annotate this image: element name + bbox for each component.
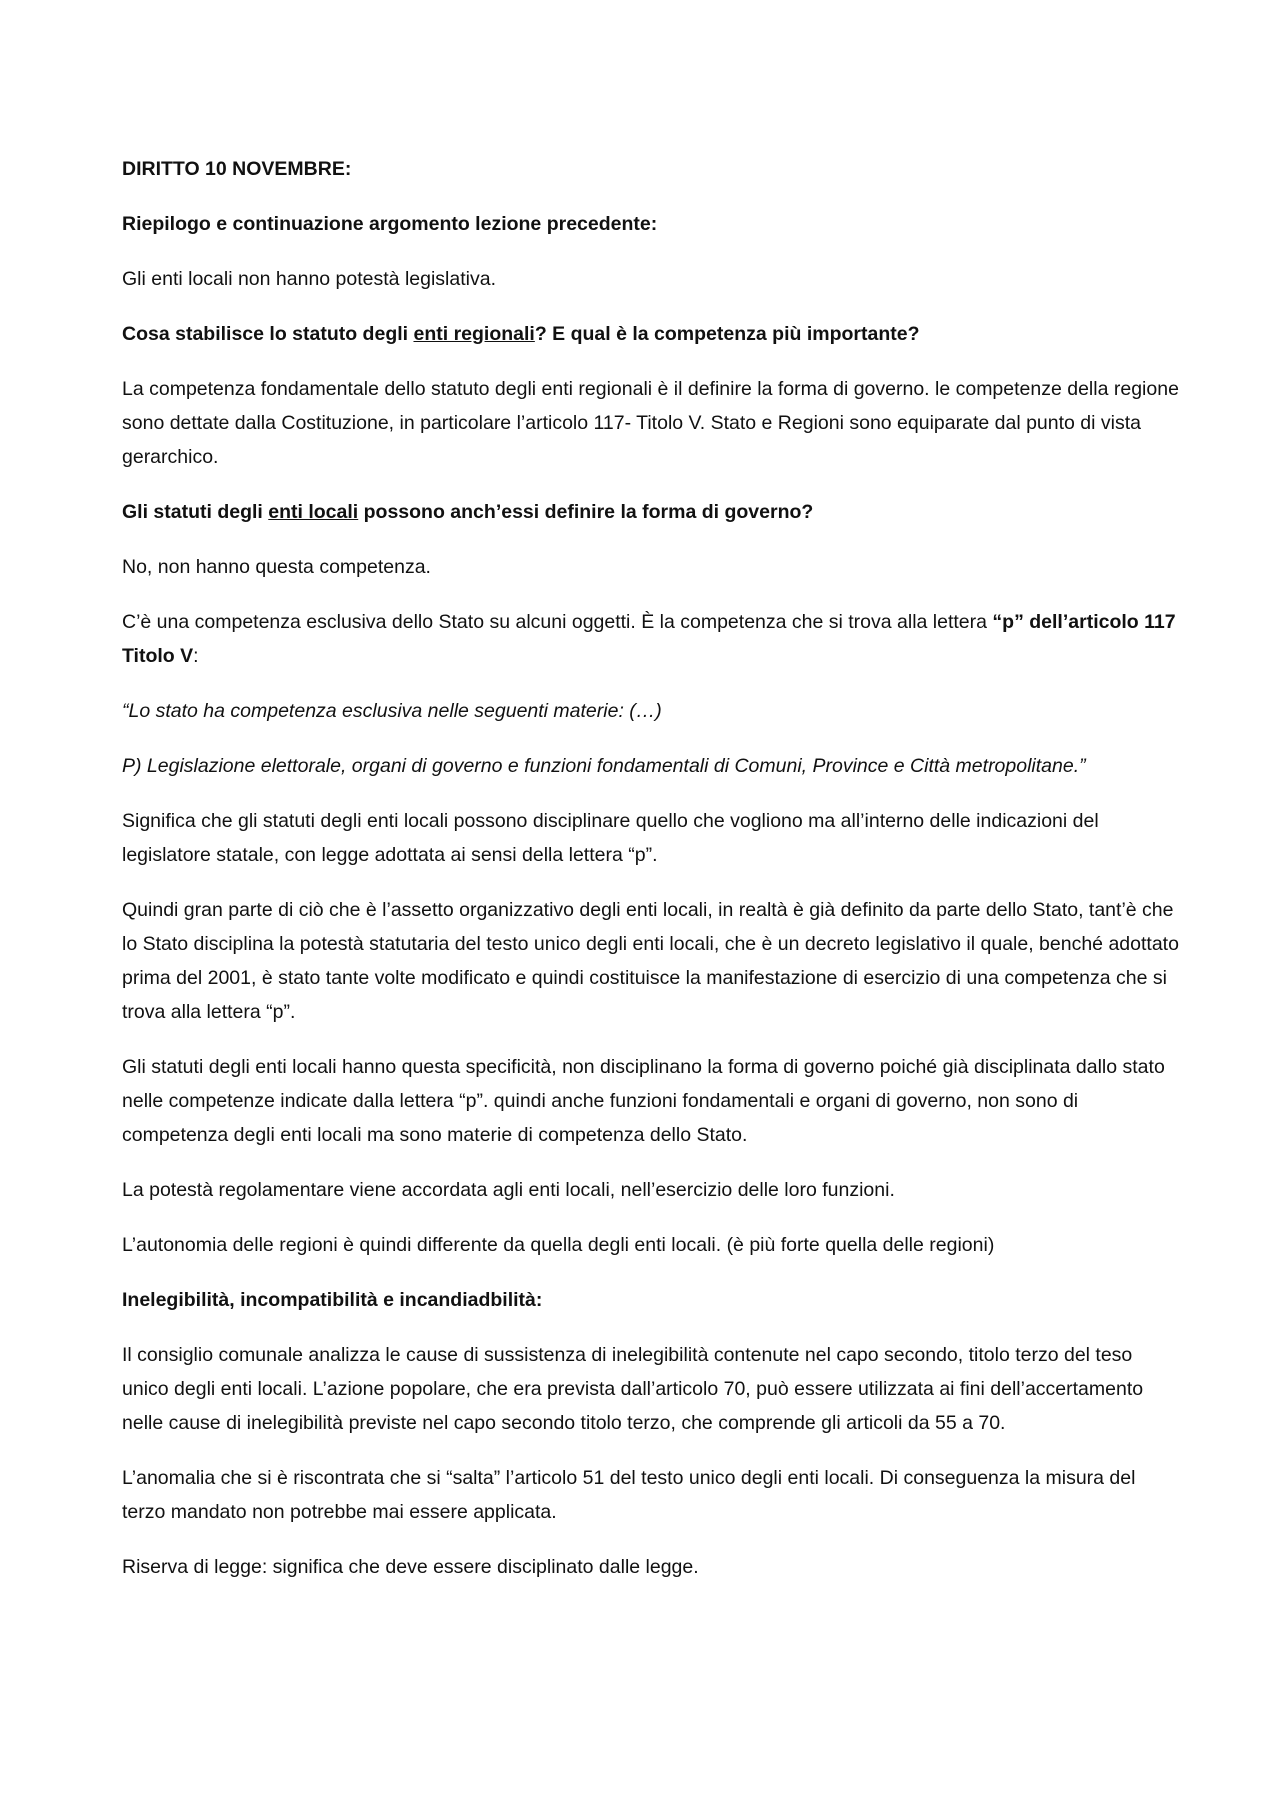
answer-local-statute: No, non hanno questa competenza.	[122, 556, 431, 578]
paragraph-intro: Gli enti locali non hanno potestà legislativa.	[122, 268, 496, 290]
question-text: Cosa stabilisce lo statuto degli	[122, 323, 414, 345]
paragraph-regulatory-power: La potestà regolamentare viene accordata agli enti locali, nell’esercizio delle loro funzioni.	[122, 1179, 895, 1201]
quote-line-2: P) Legislazione elettorale, organi di governo e funzioni fondamentali di Comuni, Province e Città metropolitane.”	[122, 755, 1086, 777]
section-heading-ineligibility: Inelegibilità, incompatibilità e incandiadbilità:	[122, 1289, 543, 1311]
underlined-term: enti locali	[268, 501, 359, 523]
recap-heading: Riepilogo e continuazione argomento lezione precedente:	[122, 213, 658, 235]
quote-line-1: “Lo stato ha competenza esclusiva nelle seguenti materie: (…)	[122, 700, 662, 722]
paragraph-organization: Quindi gran parte di ciò che è l’assetto organizzativo degli enti locali, in realtà è già definito da parte dello Stato, tant’è che lo Stato disciplina la potestà statutaria del testo unico degli enti locali, che è un decreto legislativo il quale, benché adottato prima del 2001, è stato tante volte modificato e quindi costituisce la manifestazione di esercizio di una competenza che si trova alla lettera “p”.	[122, 899, 1179, 1023]
question-text: possono anch’essi definire la forma di governo?	[358, 501, 814, 523]
bold-reference: “p” dell’articolo 117 Titolo V	[122, 611, 1176, 667]
paragraph-meaning: Significa che gli statuti degli enti locali possono disciplinare quello che vogliono ma all’interno delle indicazioni del legislatore statale, con legge adottata ai sensi della lettera “p”.	[122, 810, 1099, 866]
question-text: ? E qual è la competenza più importante?	[534, 323, 920, 345]
paragraph-text: :	[193, 645, 199, 667]
question-text: Gli statuti degli	[122, 501, 269, 523]
paragraph-exclusive-competence	[122, 605, 1180, 673]
answer-regional-statute: La competenza fondamentale dello statuto degli enti regionali è il definire la forma di governo. le competenze della regione sono dettate dalla Costituzione, in particolare l’articolo 117- Titolo V. Stato e Regioni sono equiparate dal punto di vista gerarchico.	[122, 378, 1179, 468]
underlined-term: enti regionali	[413, 323, 535, 345]
paragraph-city-council: Il consiglio comunale analizza le cause di sussistenza di inelegibilità contenute nel capo secondo, titolo terzo del teso unico degli enti locali. L’azione popolare, che era prevista dall’articolo 70, può essere utilizzata ai fini dell’accertamento nelle cause di inelegibilità previste nel capo secondo titolo terzo, che comprende gli articoli da 55 a 70.	[122, 1344, 1144, 1434]
paragraph-text: C’è una competenza esclusiva dello Stato su alcuni oggetti. È la competenza che si trova alla lettera	[122, 611, 993, 633]
paragraph-anomaly: L’anomalia che si è riscontrata che si “salta” l’articolo 51 del testo unico degli enti locali. Di conseguenza la misura del terzo mandato non potrebbe mai essere applicata.	[122, 1467, 1136, 1523]
question-local-statute	[122, 495, 1180, 529]
paragraph-autonomy: L’autonomia delle regioni è quindi differente da quella degli enti locali. (è più forte quella delle regioni)	[122, 1234, 995, 1256]
question-regional-statute	[122, 317, 1180, 351]
document-heading: DIRITTO 10 NOVEMBRE:	[122, 158, 352, 180]
paragraph-specificity: Gli statuti degli enti locali hanno questa specificità, non disciplinano la forma di governo poiché già disciplinata dallo stato nelle competenze indicate dalla lettera “p”. quindi anche funzioni fondamentali e organi di governo, non sono di competenza degli enti locali ma sono materie di competenza dello Stato.	[122, 1056, 1165, 1146]
paragraph-legal-reserve: Riserva di legge: significa che deve essere disciplinato dalle legge.	[122, 1556, 699, 1578]
